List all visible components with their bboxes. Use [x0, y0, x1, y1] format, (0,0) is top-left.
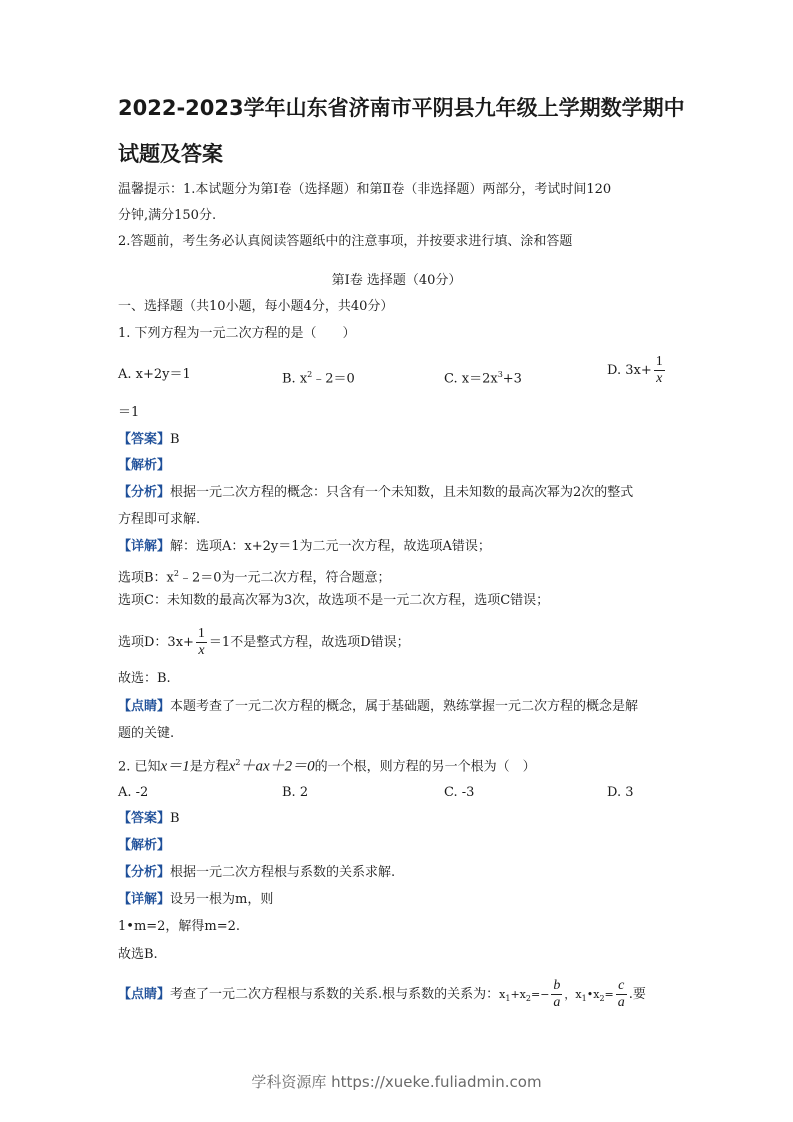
intro-line1: 温馨提示：1.本试题分为第Ⅰ卷（选择题）和第Ⅱ卷（非选择题）两部分，考试时间120 [118, 182, 612, 197]
section-title: 第Ⅰ卷 选择题（40分） [331, 273, 462, 288]
fraction-one-over-x: $\frac{1}{x}$ [655, 354, 663, 386]
q1-dianjing-line2: 题的关键. [118, 726, 175, 741]
q1-line-d: 选项D：3x+ $\frac{1}{x}$ ＝1不是整式方程，故选项D错误； [118, 626, 410, 658]
q1-line-c: 选项C：未知数的最高次幂为3次，故选项不是一元二次方程，选项C错误； [118, 593, 550, 608]
q2-option-b: B. 2 [282, 785, 309, 800]
q2-fenxi: 【分析】根据一元二次方程根与系数的关系求解. [118, 865, 396, 880]
q1-analysis-heading: 【解析】 [118, 458, 171, 473]
q2-dianjing: 【点睛】考查了一元二次方程根与系数的关系.根与系数的关系为：$x_1+x_2=-$ $\frac{b}{a}$ ，$x_1•x_2=$ $\frac{c}{a}$ .要 [118, 978, 646, 1010]
q1-option-b: B. $x^2﹣2=0$ [282, 370, 355, 387]
q2-calc: 1•m=2，解得m=2. [118, 919, 241, 934]
q1-fenxi-line1: 【分析】根据一元二次方程的概念：只含有一个未知数，且未知数的最高次幂为2次的整式 [118, 485, 634, 500]
q1-stem: 1. 下列方程为一元二次方程的是（ ） [118, 326, 356, 341]
fraction-c-over-a: $\frac{c}{a}$ [617, 978, 625, 1010]
q1-line-b: 选项B：$x^2﹣2=0$为一元二次方程，符合题意； [118, 569, 391, 586]
footer-watermark: 学科资源库 https://xueke.fuliadmin.com [251, 1073, 542, 1091]
q2-xiangjie: 【详解】设另一根为m，则 [118, 892, 274, 907]
q2-choose: 故选B. [118, 947, 158, 962]
q1-choose: 故选：B. [118, 671, 171, 686]
q1-option-d: D. 3x+ $\frac{1}{x}$ [607, 354, 663, 386]
q2-analysis-heading: 【解析】 [118, 838, 171, 853]
part-heading: 一、选择题（共10小题，每小题4分，共40分） [118, 299, 394, 314]
q1-fenxi-line2: 方程即可求解. [118, 512, 201, 527]
intro-line3: 2.答题前，考生务必认真阅读答题纸中的注意事项，并按要求进行填、涂和答题 [118, 234, 573, 249]
intro-line2: 分钟,满分150分. [118, 208, 217, 223]
fraction-one-over-x: $\frac{1}{x}$ [197, 626, 205, 658]
q1-option-c: C. $x=2x^3+3$ [444, 370, 522, 387]
q1-option-d-continued: ＝1 [118, 405, 140, 420]
q1-xiangjie-line1: 【详解】解：选项A：x+2y＝1为二元一次方程，故选项A错误； [118, 539, 491, 554]
q2-option-c: C. -3 [444, 785, 475, 800]
doc-title-line2: 试题及答案 [118, 142, 223, 166]
doc-title-line1: 2022-2023学年山东省济南市平阴县九年级上学期数学期中 [118, 96, 685, 120]
fraction-b-over-a: $\frac{b}{a}$ [553, 978, 561, 1010]
q2-answer: 【答案】B [118, 811, 180, 826]
q1-answer: 【答案】B [118, 432, 180, 447]
q2-option-d: D. 3 [607, 785, 634, 800]
q1-dianjing-line1: 【点睛】本题考查了一元二次方程的概念，属于基础题，熟练掌握一元二次方程的概念是解 [118, 699, 639, 714]
q1-option-a: A. x+2y＝1 [118, 367, 191, 382]
q2-option-a: A. -2 [118, 785, 149, 800]
q2-stem: 2. 已知x＝1是方程$x^2+ax+2=0$的一个根，则方程的另一个根为（ ） [118, 758, 536, 775]
